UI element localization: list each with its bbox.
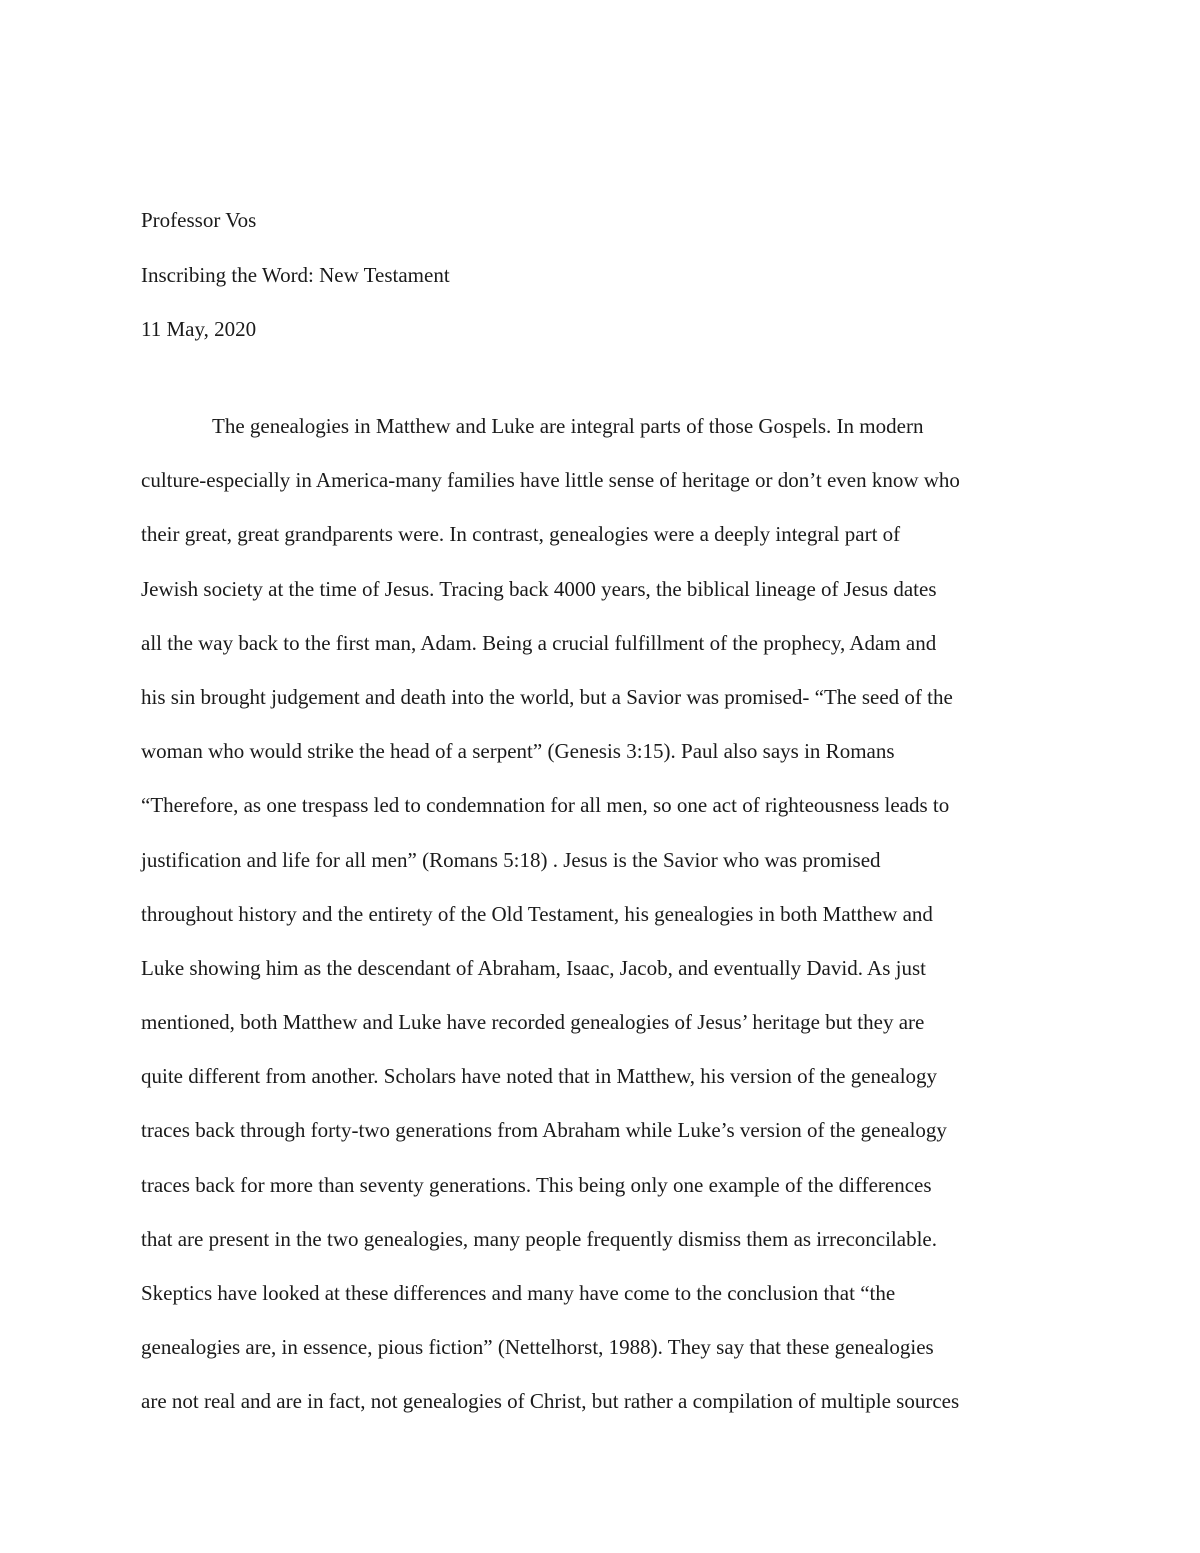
paragraph-line: culture-especially in America-many families have little sense of heritage or don’t even know who (141, 468, 960, 493)
essay-date: 11 May, 2020 (141, 317, 257, 341)
paragraph-line: mentioned, both Matthew and Luke have recorded genealogies of Jesus’ heritage but they are (141, 1010, 925, 1035)
paragraph-line: are not real and are in fact, not genealogies of Christ, but rather a compilation of multiple sources (141, 1389, 960, 1414)
paragraph-line: justification and life for all men” (Romans 5:18) . Jesus is the Savior who was promised (141, 847, 881, 872)
professor-name: Professor Vos (141, 208, 257, 232)
paragraph-line: throughout history and the entirety of the Old Testament, his genealogies in both Matthew and (141, 901, 933, 926)
course-title: Inscribing the Word: New Testament (141, 262, 450, 287)
paragraph-line: that are present in the two genealogies, many people frequently dismiss them as irreconcilable. (141, 1226, 937, 1251)
paragraph-line: traces back through forty-two generations from Abraham while Luke’s version of the genealogy (141, 1118, 947, 1143)
paragraph-line: Skeptics have looked at these differences and many have come to the conclusion that “the (141, 1281, 896, 1305)
paragraph-line: “Therefore, as one trespass led to condemnation for all men, so one act of righteousness leads to (141, 793, 950, 818)
paragraph-line: all the way back to the first man, Adam. Being a crucial fulfillment of the prophecy, Adam and (141, 630, 937, 655)
paragraph-line: Jewish society at the time of Jesus. Tracing back 4000 years, the biblical lineage of Jesus dates (141, 576, 937, 601)
paragraph-line: his sin brought judgement and death into the world, but a Savior was promised- “The seed of the (141, 684, 953, 709)
paragraph-line: woman who would strike the head of a serpent” (Genesis 3:15). Paul also says in Romans (141, 739, 895, 764)
essay-body-paragraph (141, 399, 1071, 1429)
paragraph-line: genealogies are, in essence, pious fiction” (Nettelhorst, 1988). They say that these genealogies (141, 1335, 934, 1360)
paragraph-line: The genealogies in Matthew and Luke are integral parts of those Gospels. In modern (212, 414, 924, 438)
paragraph-line: traces back for more than seventy generations. This being only one example of the differences (141, 1172, 932, 1197)
essay-heading (141, 193, 1071, 357)
paragraph-line: quite different from another. Scholars have noted that in Matthew, his version of the genealogy (141, 1064, 938, 1089)
paragraph-line: Luke showing him as the descendant of Abraham, Isaac, Jacob, and eventually David. As just (141, 955, 926, 980)
paragraph-line: their great, great grandparents were. In contrast, genealogies were a deeply integral part of (141, 522, 901, 547)
